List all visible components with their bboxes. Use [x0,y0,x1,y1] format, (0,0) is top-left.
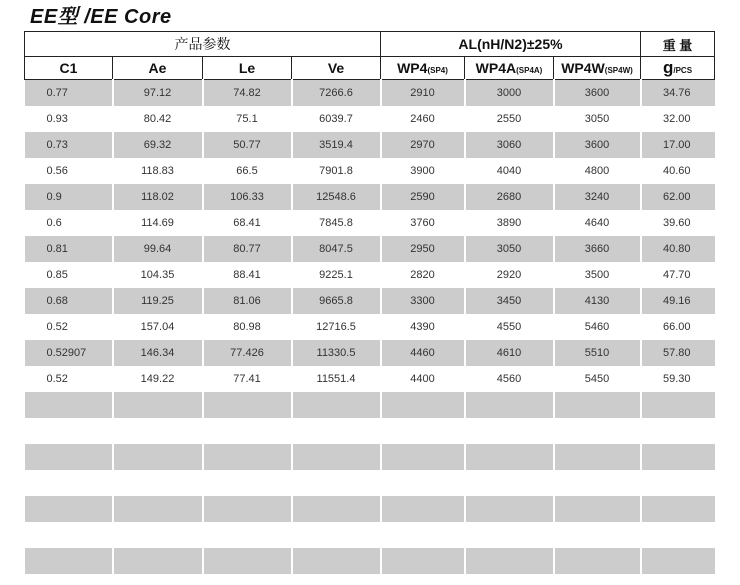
table-cell [25,444,113,470]
table-cell [203,496,292,522]
table-cell: 3600 [554,132,641,158]
table-cell [465,444,554,470]
table-cell: 2950 [381,236,465,262]
table-cell: 7266.6 [292,80,381,106]
table-cell: 3050 [465,236,554,262]
table-cell [465,418,554,444]
table-cell: 5510 [554,340,641,366]
column-header-label: WP4 [397,60,428,76]
table-cell: 2460 [381,106,465,132]
table-cell: 12716.5 [292,314,381,340]
table-cell: 6039.7 [292,106,381,132]
table-cell: 80.98 [203,314,292,340]
table-cell [292,392,381,418]
table-cell [554,496,641,522]
table-cell [113,496,203,522]
table-cell [203,392,292,418]
table-cell: 119.25 [113,288,203,314]
table-cell: 9665.8 [292,288,381,314]
table-cell: 0.77 [25,80,113,106]
core-spec-table [24,31,714,574]
column-header [203,57,292,80]
table-row [25,288,715,314]
table-cell [113,392,203,418]
table-cell [641,496,715,522]
table-row [25,314,715,340]
table-cell: 0.52 [25,314,113,340]
weight-unit-header [641,57,715,80]
table-cell: 4550 [465,314,554,340]
table-cell: 99.64 [113,236,203,262]
table-cell: 4640 [554,210,641,236]
table-cell [381,444,465,470]
table-cell: 49.16 [641,288,715,314]
table-row [25,444,715,470]
table-row [25,522,715,548]
weight-unit-g: g [662,58,674,77]
table-cell: 40.60 [641,158,715,184]
table-cell [292,548,381,574]
table-cell: 3600 [554,80,641,106]
column-header [113,57,203,80]
table-cell: 3050 [554,106,641,132]
weight-unit-pcs: /PCS [673,66,693,75]
table-cell [25,522,113,548]
table-cell: 8047.5 [292,236,381,262]
table-cell [465,392,554,418]
table-cell [113,444,203,470]
table-cell [554,444,641,470]
table-cell [465,548,554,574]
table-cell: 47.70 [641,262,715,288]
table-cell [292,522,381,548]
table-cell [203,444,292,470]
table-cell [203,418,292,444]
table-cell: 12548.6 [292,184,381,210]
table-cell: 3500 [554,262,641,288]
table-cell: 0.56 [25,158,113,184]
table-row [25,366,715,392]
column-header-sub: (SP4) [427,66,448,75]
table-row [25,548,715,574]
table-cell [381,392,465,418]
table-cell: 50.77 [203,132,292,158]
column-header [25,57,113,80]
table-cell: 3900 [381,158,465,184]
table-cell: 146.34 [113,340,203,366]
table-cell: 3760 [381,210,465,236]
table-cell: 4130 [554,288,641,314]
table-cell: 5460 [554,314,641,340]
table-cell [465,496,554,522]
table-cell: 0.73 [25,132,113,158]
table-cell [292,496,381,522]
column-header-sub: (SP4A) [516,66,543,75]
table-cell [641,444,715,470]
weight-header-label [641,32,715,57]
table-cell: 62.00 [641,184,715,210]
table-cell [25,418,113,444]
table-body [25,80,715,574]
table-cell [25,392,113,418]
table-cell: 11330.5 [292,340,381,366]
table-cell: 0.52 [25,366,113,392]
column-header-label: WP4A [475,60,517,76]
table-cell [381,548,465,574]
table-row [25,210,715,236]
table-cell: 88.41 [203,262,292,288]
table-cell: 118.83 [113,158,203,184]
table-row [25,392,715,418]
table-cell: 69.32 [113,132,203,158]
table-cell: 2820 [381,262,465,288]
column-header-label: Ae [148,60,167,76]
table-cell: 40.80 [641,236,715,262]
column-header-label: WP4W [561,60,605,76]
table-cell [113,470,203,496]
weight-label: 重 量 [662,37,693,53]
column-header [465,57,554,80]
column-header-label: Le [238,60,256,76]
table-cell: 2550 [465,106,554,132]
table-cell: 3300 [381,288,465,314]
table-cell [203,470,292,496]
table-cell: 68.41 [203,210,292,236]
column-header-sub: (SP4W) [604,66,633,75]
table-cell [554,470,641,496]
table-cell [554,418,641,444]
table-cell: 4460 [381,340,465,366]
table-cell: 4610 [465,340,554,366]
table-cell: 59.30 [641,366,715,392]
table-cell: 2590 [381,184,465,210]
table-cell [25,470,113,496]
column-header [381,57,465,80]
table-cell [292,470,381,496]
table-cell: 57.80 [641,340,715,366]
table-cell [292,418,381,444]
table-cell: 118.02 [113,184,203,210]
table-row [25,262,715,288]
table-cell [465,470,554,496]
table-cell [25,548,113,574]
table-cell: 0.68 [25,288,113,314]
table-cell: 74.82 [203,80,292,106]
table-cell [292,444,381,470]
table-cell: 66.00 [641,314,715,340]
table-cell: 0.9 [25,184,113,210]
table-cell: 77.426 [203,340,292,366]
column-header [554,57,641,80]
table-row [25,236,715,262]
table-cell [113,548,203,574]
table-cell: 7901.8 [292,158,381,184]
table-cell [381,418,465,444]
table-cell: 106.33 [203,184,292,210]
table-cell [381,496,465,522]
table-row [25,418,715,444]
table-cell: 2910 [381,80,465,106]
table-cell: 4560 [465,366,554,392]
column-header-label: Ve [327,60,345,76]
table-cell: 0.93 [25,106,113,132]
table-row [25,184,715,210]
table-cell [381,522,465,548]
table-cell [203,548,292,574]
table-cell: 3450 [465,288,554,314]
column-header-label: C1 [59,60,78,76]
table-cell: 5450 [554,366,641,392]
table-cell: 34.76 [641,80,715,106]
table-row [25,340,715,366]
table-cell: 3240 [554,184,641,210]
table-cell: 17.00 [641,132,715,158]
table-cell: 3519.4 [292,132,381,158]
table-cell: 4800 [554,158,641,184]
table-cell: 11551.4 [292,366,381,392]
table-row [25,132,715,158]
table-cell: 2920 [465,262,554,288]
table-cell [641,418,715,444]
table-cell: 0.85 [25,262,113,288]
table-cell [203,522,292,548]
table-cell: 81.06 [203,288,292,314]
table-cell: 2970 [381,132,465,158]
table-cell: 75.1 [203,106,292,132]
table-row [25,496,715,522]
table-cell: 3890 [465,210,554,236]
table-cell: 4400 [381,366,465,392]
table-cell [641,548,715,574]
table-cell [554,522,641,548]
table-cell: 149.22 [113,366,203,392]
table-cell [641,392,715,418]
table-cell: 39.60 [641,210,715,236]
table-cell: 157.04 [113,314,203,340]
table-cell [641,522,715,548]
table-cell [113,418,203,444]
table-cell [113,522,203,548]
table-cell: 4040 [465,158,554,184]
table-cell: 104.35 [113,262,203,288]
table-cell: 0.6 [25,210,113,236]
table-cell: 97.12 [113,80,203,106]
table-cell: 77.41 [203,366,292,392]
table-cell: 9225.1 [292,262,381,288]
table-cell [465,522,554,548]
table-cell: 3660 [554,236,641,262]
table-cell: 3060 [465,132,554,158]
table-cell: 0.52907 [25,340,113,366]
table-cell: 80.42 [113,106,203,132]
table-cell: 32.00 [641,106,715,132]
table-row [25,106,715,132]
table-row [25,470,715,496]
table-cell [641,470,715,496]
table-cell: 7845.8 [292,210,381,236]
column-header [292,57,381,80]
table-cell: 80.77 [203,236,292,262]
table-cell [554,548,641,574]
table-cell: 0.81 [25,236,113,262]
spec-table [24,31,715,574]
table-cell: 3000 [465,80,554,106]
table-cell: 114.69 [113,210,203,236]
table-row [25,158,715,184]
table-cell: 4390 [381,314,465,340]
table-cell [381,470,465,496]
table-cell: 2680 [465,184,554,210]
page-title: EE型 /EE Core [30,6,172,28]
table-row [25,80,715,106]
table-cell [25,496,113,522]
table-cell [554,392,641,418]
product-params-header: 产品参数 [25,32,381,57]
al-value-header: AL(nH/N2)±25% [381,32,641,57]
table-cell: 66.5 [203,158,292,184]
